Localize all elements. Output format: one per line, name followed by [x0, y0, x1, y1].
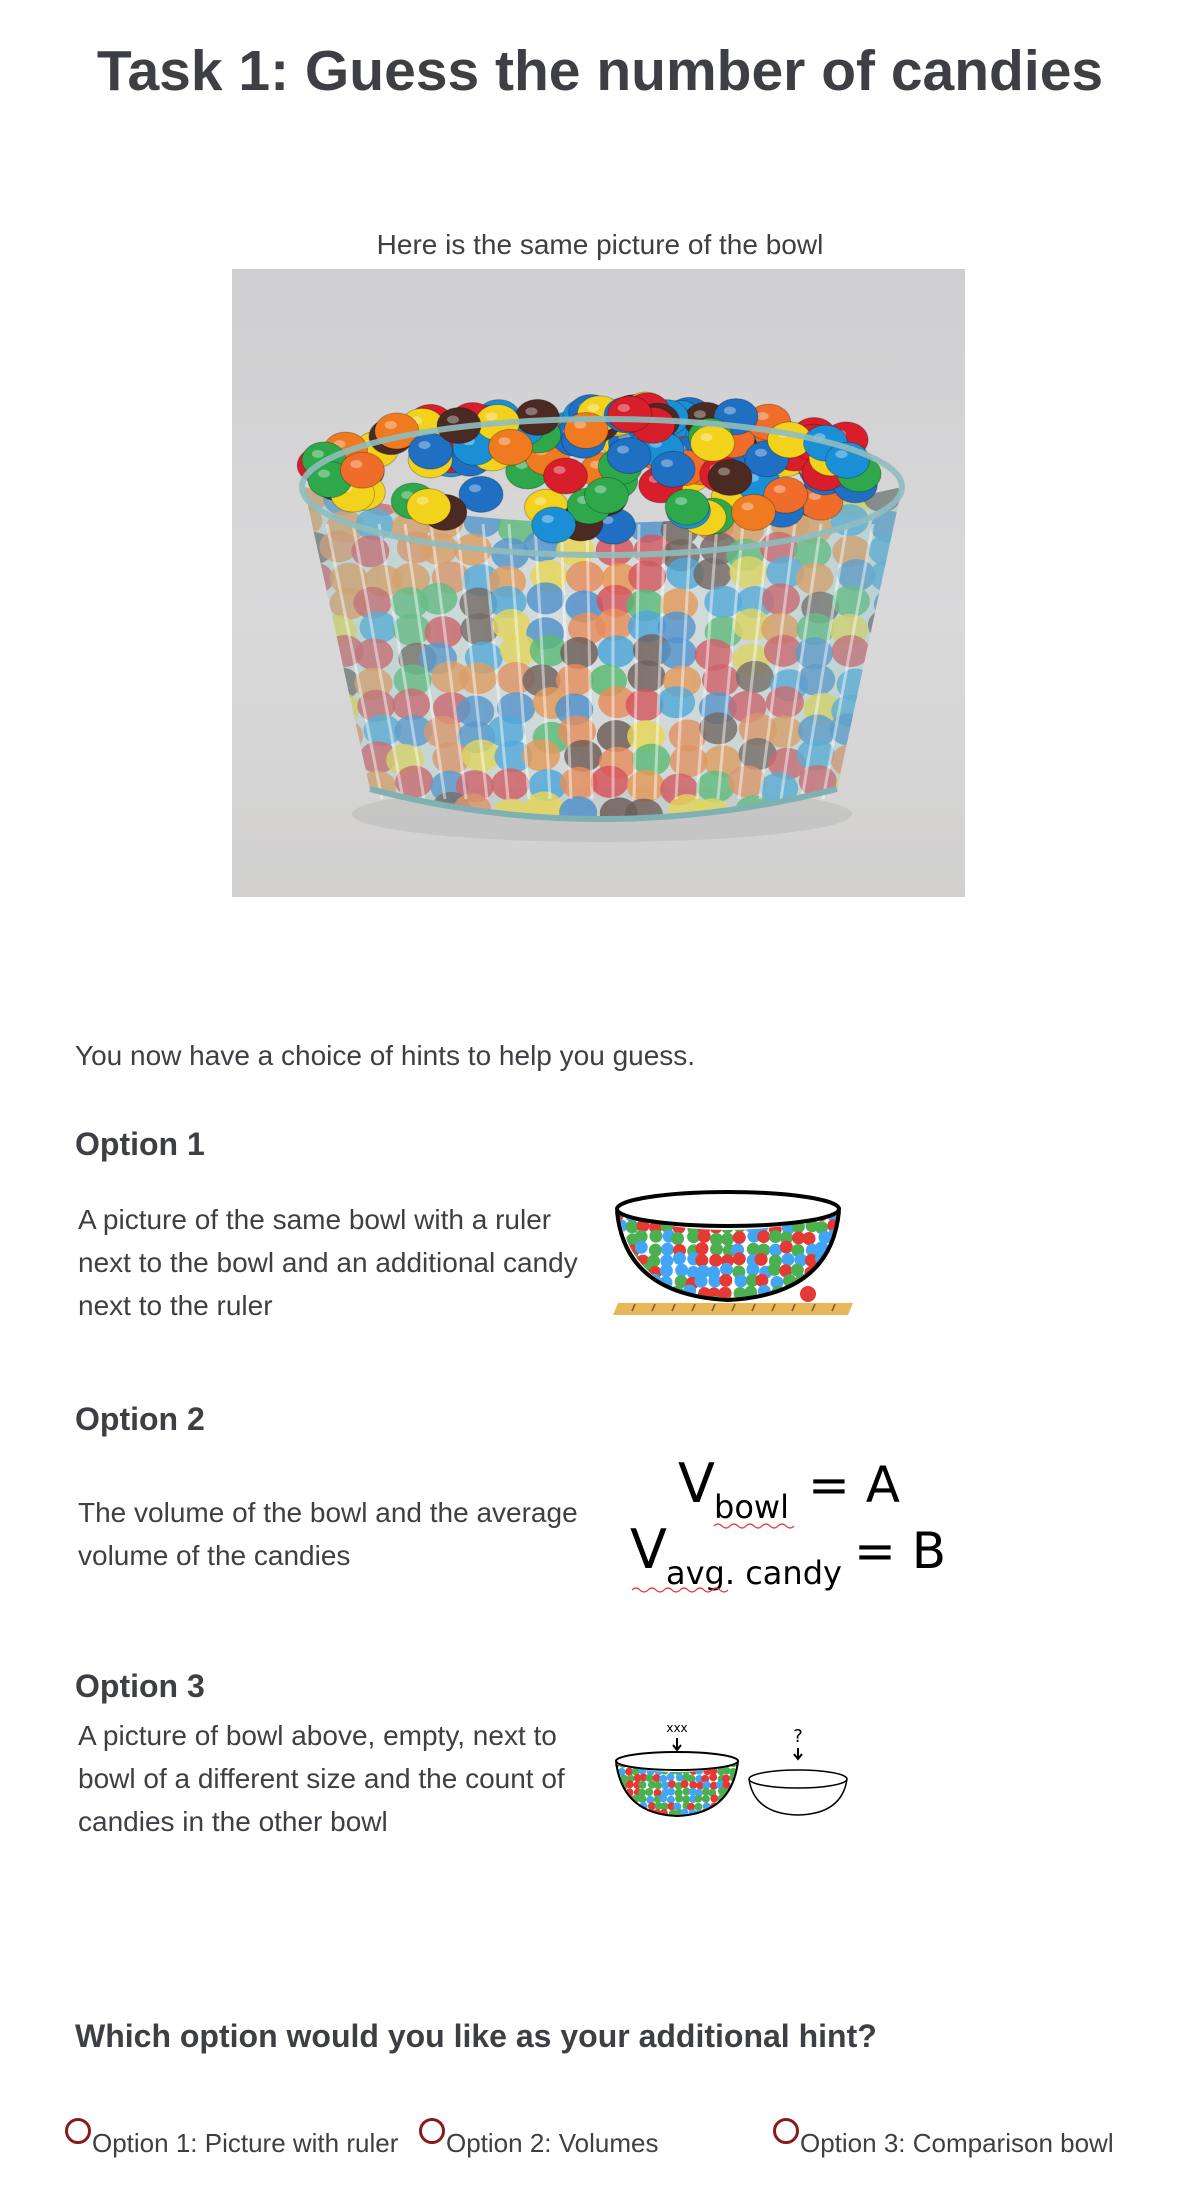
option-1-description: A picture of the same bowl with a ruler next to the bowl and an additional candy next to the ruler — [78, 1204, 578, 1321]
formula-v-bowl: V — [678, 1452, 715, 1515]
page-title: Task 1: Guess the number of candies — [96, 39, 1104, 103]
ruler-bowl-illustration — [605, 1185, 855, 1325]
radio-circle-1[interactable] — [65, 2118, 91, 2144]
empty-bowl-question-label: ? — [793, 1726, 803, 1747]
option-3-description: A picture of bowl above, empty, next to bowl of a different size and the count of candies in the other bowl — [78, 1720, 565, 1837]
formula-rhs-b: = B — [854, 1522, 947, 1580]
formula-sub-bowl: bowl — [714, 1488, 789, 1526]
formula-sub-candy: avg. candy — [666, 1554, 842, 1592]
radio-label-1[interactable]: Option 1: Picture with ruler — [92, 2128, 399, 2158]
photo-caption: Here is the same picture of the bowl — [376, 229, 824, 260]
hint-question: Which option would you like as your additional hint? — [75, 2018, 877, 2054]
comparison-bowls-illustration — [610, 1718, 860, 1833]
formula-rhs-a: = A — [808, 1456, 900, 1514]
radio-option-2[interactable] — [419, 2118, 658, 2159]
option-1-heading: Option 1 — [75, 1126, 205, 1162]
radio-option-1[interactable] — [65, 2118, 398, 2159]
full-bowl-count-label: xxx — [666, 1721, 688, 1735]
option-2-description: The volume of the bowl and the average volume of the candies — [78, 1497, 578, 1571]
hints-intro: You now have a choice of hints to help you guess. — [75, 1040, 696, 1071]
bowl-photo — [232, 269, 965, 897]
option-2-heading: Option 2 — [75, 1401, 205, 1437]
formula-v-candy: V — [630, 1518, 667, 1581]
radio-label-2[interactable]: Option 2: Volumes — [446, 2128, 659, 2158]
radio-circle-2[interactable] — [419, 2118, 445, 2144]
radio-circle-3[interactable] — [773, 2118, 799, 2144]
radio-option-3[interactable] — [773, 2118, 1114, 2159]
radio-label-3[interactable]: Option 3: Comparison bowl — [800, 2128, 1114, 2158]
option-3-heading: Option 3 — [75, 1668, 205, 1704]
volume-formula — [628, 1450, 948, 1605]
